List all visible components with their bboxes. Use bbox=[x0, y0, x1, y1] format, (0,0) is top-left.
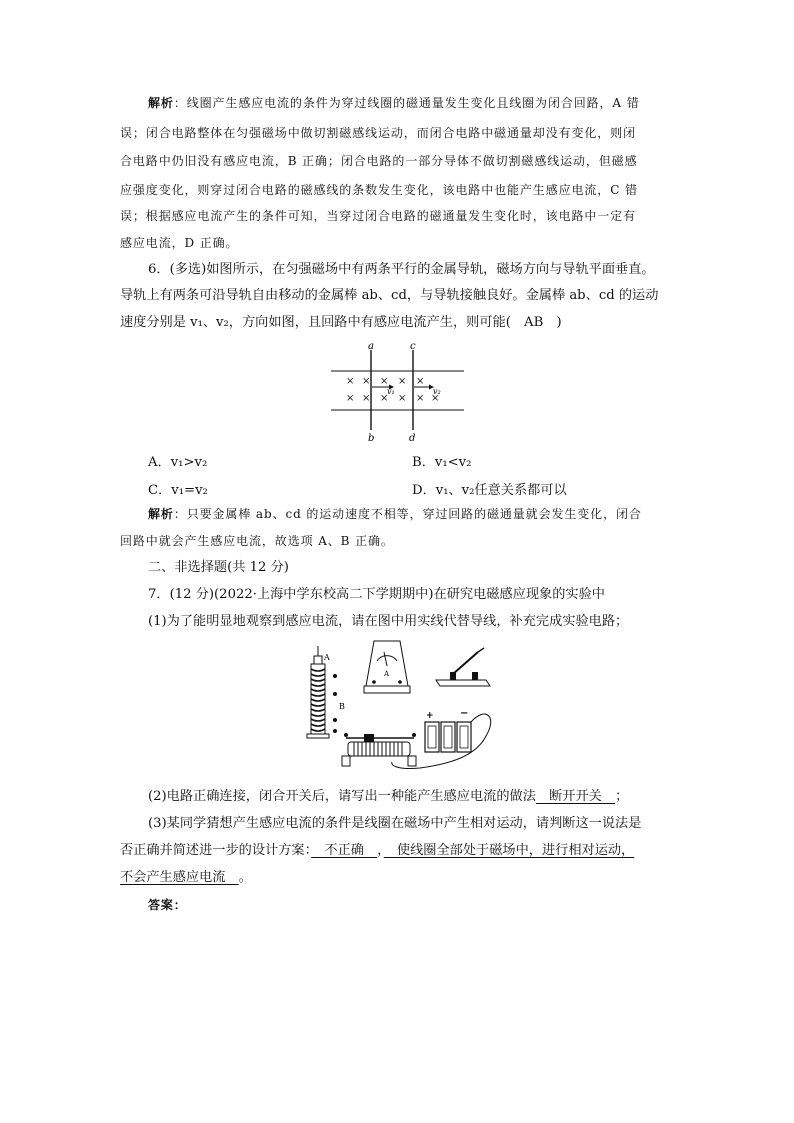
analysis-2-line-2: 回路中就会产生感应电流，故选项 A、B 正确。 bbox=[120, 534, 394, 548]
cross-mark: × bbox=[398, 393, 407, 404]
question-6-line-1: 6．(多选)如图所示，在匀强磁场中有两条平行的金属导轨，磁场方向与导轨平面垂直。 bbox=[148, 262, 655, 277]
section-heading: 二、非选择题(共 12 分) bbox=[148, 560, 289, 575]
answer-blank-2: 断开开关 bbox=[535, 789, 616, 804]
analysis-1-line-3: 合电路中仍旧没有感应电流，B 正确；闭合电路的一部分导体不做切割磁感线运动，但磁感 bbox=[120, 154, 638, 168]
option-a: A．v₁>v₂ bbox=[148, 455, 208, 470]
label-d: d bbox=[409, 433, 416, 444]
analysis-1-line-6: 感应电流，D 正确。 bbox=[120, 236, 239, 250]
question-7-header: 7．(12 分)(2022·上海中学东校高二下学期期中)在研究电磁感应现象的实验中 bbox=[148, 587, 605, 602]
rheostat bbox=[342, 733, 416, 766]
coil-label-b: B bbox=[339, 702, 345, 711]
analysis-label: 解析 bbox=[148, 507, 174, 521]
analysis-1-line-1: 解析：线圈产生感应电流的条件为穿过线圈的磁通量发生变化且线圈为闭合回路，A 错 bbox=[148, 96, 640, 110]
question-7-part-1: (1)为了能明显地观察到感应电流，请在图中用实线代替导线，补充完成实验电路； bbox=[148, 614, 629, 629]
cross-mark: × bbox=[380, 376, 389, 387]
cross-mark: × bbox=[416, 393, 425, 404]
answer-blank-3b: 使线圈全部处于磁场中，进行相对运动， bbox=[383, 843, 635, 858]
cross-mark: × bbox=[380, 393, 389, 404]
option-c: C．v₁=v₂ bbox=[148, 483, 208, 498]
question-7-part-2: (2)电路正确连接，闭合开关后，请写出一种能产生感应电流的做法 断开开关 ； bbox=[148, 789, 629, 804]
question-6-line-3: 速度分别是 v₁、v₂，方向如图，且回路中有感应电流产生，则可能( AB ) bbox=[120, 315, 562, 330]
cross-mark: × bbox=[362, 393, 371, 404]
label-a: a bbox=[368, 341, 374, 352]
label-v2: v₂ bbox=[433, 387, 441, 396]
label-v1: v₁ bbox=[387, 387, 395, 396]
question-7-part-3-line-3: 不会产生感应电流 。 bbox=[120, 870, 252, 885]
question-6-line-2: 导轨上有两条可沿导轨自由移动的金属棒 ab、cd，与导轨接触良好。金属棒 ab、cd 的运动 bbox=[120, 288, 659, 303]
galvanometer bbox=[364, 641, 410, 693]
rails-figure bbox=[325, 338, 470, 446]
cross-mark: × bbox=[416, 376, 425, 387]
analysis-1-line-5: 误；根据感应电流产生的条件可知，当穿过闭合电路的磁通量发生变化时，该电路中一定有 bbox=[120, 209, 637, 223]
analysis-1-line-2: 误；闭合电路整体在匀强磁场中做切割磁感线运动，而闭合电路中磁通量却没有变化，则闭 bbox=[120, 126, 637, 140]
meter-label: A bbox=[384, 670, 390, 678]
option-b: B．v₁<v₂ bbox=[412, 455, 472, 470]
question-7-part-3-line-2: 否正确并简述进一步的设计方案： 不正确 ， 使线圈全部处于磁场中，进行相对运动， bbox=[120, 843, 635, 858]
knife-switch bbox=[436, 648, 490, 686]
option-d: D．v₁、v₂任意关系都可以 bbox=[412, 483, 567, 498]
analysis-label: 解析 bbox=[148, 96, 174, 110]
answer-blank-3b-cont: 不会产生感应电流 bbox=[120, 870, 239, 885]
cross-mark: × bbox=[398, 376, 407, 387]
analysis-1-line-4: 应强度变化，则穿过闭合电路的磁感线的条数发生变化，该电路中也能产生感应电流，C 错 bbox=[120, 183, 638, 197]
question-7-part-3-line-1: (3)某同学猜想产生感应电流的条件是线圈在磁场中产生相对运动，请判断这一说法是 bbox=[148, 816, 642, 831]
answer-blank-3a: 不正确 bbox=[311, 843, 378, 858]
coil-assembly bbox=[307, 646, 345, 738]
coil-label-a: A bbox=[324, 653, 330, 662]
apparatus-figure bbox=[300, 636, 495, 776]
battery-plus: + bbox=[426, 711, 434, 721]
battery-minus: − bbox=[460, 708, 469, 719]
label-b: b bbox=[368, 433, 375, 444]
cross-mark: × bbox=[362, 376, 371, 387]
cross-mark: × bbox=[346, 376, 355, 387]
cross-mark: × bbox=[431, 393, 440, 404]
label-c: c bbox=[410, 341, 416, 352]
cross-mark: × bbox=[346, 393, 355, 404]
analysis-2-line-1: 解析：只要金属棒 ab、cd 的运动速度不相等，穿过回路的磁通量就会发生变化，闭合 bbox=[148, 507, 642, 521]
answer-label: 答案： bbox=[148, 898, 187, 912]
